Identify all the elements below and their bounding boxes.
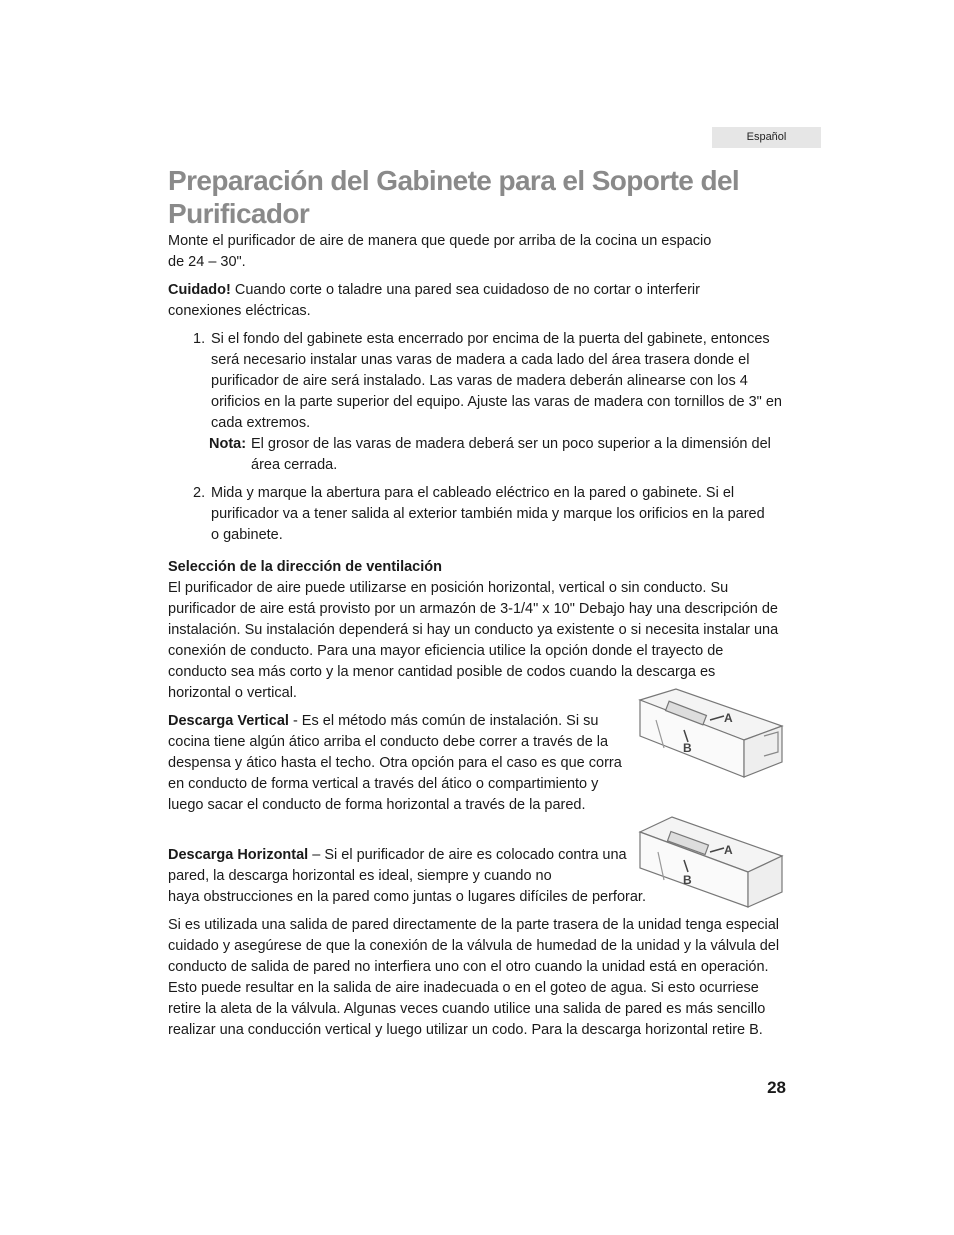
note-label: Nota:	[209, 436, 247, 452]
list-item	[193, 329, 793, 434]
horizontal-discharge-continuation: haya obstrucciones en la pared como juntas o lugares difíciles de perforar.	[168, 889, 646, 905]
vertical-discharge-label: Descarga Vertical	[168, 713, 289, 729]
list-item	[193, 483, 793, 546]
vertical-discharge-paragraph	[168, 711, 630, 816]
caution-text: Cuando corte o taladre una pared sea cuidadoso de no cortar o interferir conexiones eléctricas.	[168, 282, 700, 319]
caution-paragraph	[168, 280, 748, 322]
section-heading: Selección de la dirección de ventilación	[168, 559, 442, 575]
horizontal-discharge-label: Descarga Horizontal	[168, 847, 309, 863]
horizontal-discharge-illustration	[636, 814, 786, 909]
list-item-number: 2.	[193, 485, 206, 501]
list-item-number: 1.	[193, 331, 206, 347]
horizontal-discharge-paragraph	[168, 845, 630, 887]
figure-label-b: B	[683, 873, 692, 887]
section-paragraph: El purificador de aire puede utilizarse en posición horizontal, vertical o sin conducto. Su purificador de aire está provisto por un armazón de 3-1/4" x 10" Debajo hay una descripción de instalación. Su instalación dependerá si hay un conducto ya existente o si necesita instalar una conexión de conducto. Para una mayor eficiencia utilice la opción donde el trayecto de conducto sea más corto y la menor cantidad posible de codos cuando la descarga es horizontal o vertical.	[168, 580, 779, 701]
horizontal-discharge-text: – Si el purificador de aire es colocado contra una pared, la descarga horizontal es ideal, siempre y cuando no	[168, 847, 627, 884]
intro-paragraph: Monte el purificador de aire de manera que quede por arriba de la cocina un espacio de 24 – 30".	[168, 233, 712, 270]
list-item-text: Si el fondo del gabinete esta encerrado por encima de la puerta del gabinete, entonces será necesario instalar unas varas de madera a cada lado del área trasera donde el purificador de aire será instalado. Las varas de madera deberán alinearse con los 4 orificios en la parte superior del equipo. Ajuste las varas de madera con tornillos de 3" en cada extremos.	[211, 331, 782, 431]
note	[209, 434, 789, 476]
page-title: Preparación del Gabinete para el Soporte del Purificador	[168, 165, 740, 229]
vertical-discharge-illustration	[636, 686, 786, 781]
caution-label: Cuidado!	[168, 282, 231, 298]
language-tab: Español	[712, 127, 821, 148]
figure-label-b: B	[683, 741, 692, 755]
final-paragraph: Si es utilizada una salida de pared directamente de la parte trasera de la unidad tenga especial cuidado y asegúrese de que la conexión de la válvula de humedad de la unidad y la válvula del conducto de salida de pared no interfiera uno con el otro cuando la unidad está en operación. Esto puede resultar en la salida de aire inadecuada o en el goteo de agua. Si esto ocurriese retire la aleta de la válvula. Algunas veces cuando utilice una salida de pared es más sencillo realizar una conducción vertical y luego utilizar un codo. Para la descarga horizontal retire B.	[168, 917, 780, 1038]
figure-label-a: A	[724, 711, 733, 725]
list-item-text: Mida y marque la abertura para el cableado eléctrico en la pared o gabinete. Si el purificador va a tener salida al exterior también mida y marque los orificios en la pared o gabinete.	[211, 485, 765, 543]
vertical-discharge-text: - Es el método más común de instalación. Si su cocina tiene algún ático arriba el conducto debe correr a través de la despensa y ático hasta el techo. Otra opción para el caso es que corra en conducto de forma vertical a través del ático o compartimiento y luego sacar el conducto de forma horizontal a través de la pared.	[168, 713, 622, 813]
note-text: El grosor de las varas de madera deberá ser un poco superior a la dimensión del área cerrada.	[251, 436, 771, 473]
figure-label-a: A	[724, 843, 733, 857]
page-number: 28	[767, 1078, 786, 1097]
